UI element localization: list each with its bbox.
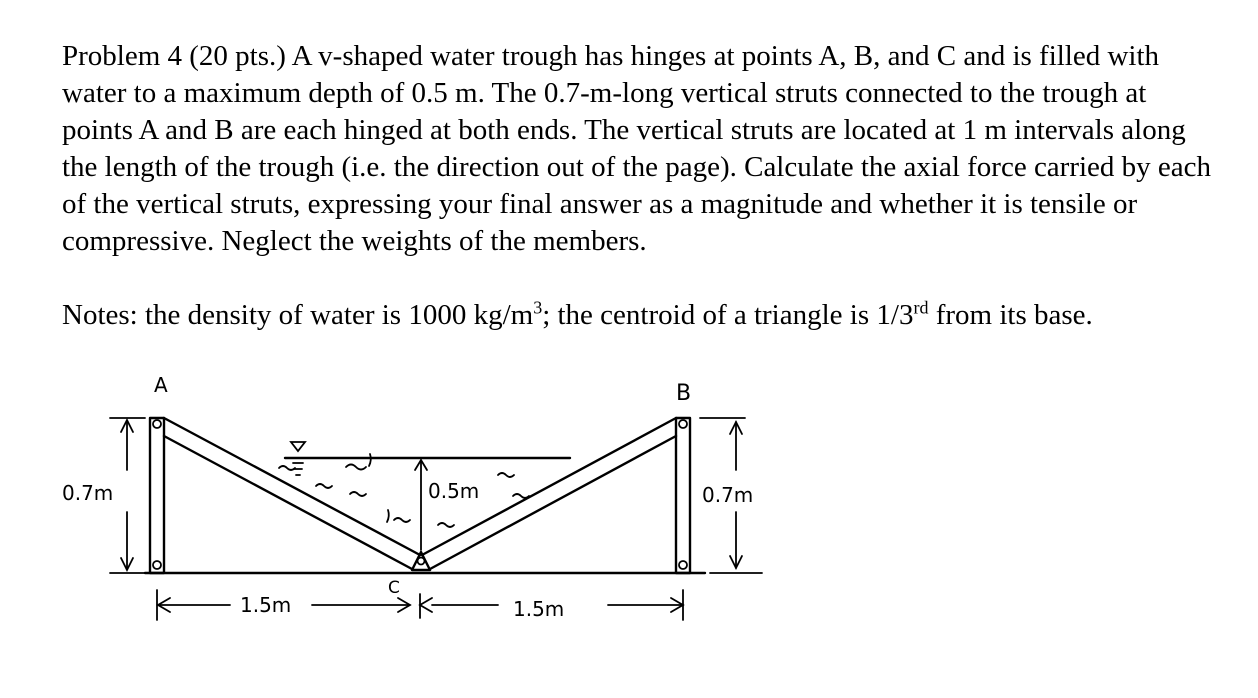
- notes-text-3: from its base.: [928, 299, 1093, 331]
- strut-a: [150, 418, 164, 573]
- label-a: A: [154, 373, 168, 397]
- notes-text-1: Notes: the density of water is 1000 kg/m: [62, 299, 534, 331]
- right-height-label: 0.7m: [702, 483, 754, 507]
- notes-sup-1: 3: [533, 297, 543, 318]
- left-span-label: 1.5m: [240, 593, 292, 617]
- notes: [62, 297, 1222, 334]
- water-depth-label: 0.5m: [428, 479, 480, 503]
- trough-member-ac: [164, 418, 420, 569]
- trough-diagram: [50, 362, 810, 662]
- span-dimension: [157, 590, 683, 620]
- left-height-dimension: [110, 418, 145, 573]
- notes-sup-2: rd: [913, 297, 929, 318]
- water-ripples: [279, 454, 529, 527]
- trough-figure: [50, 362, 810, 662]
- label-c: C: [388, 578, 400, 598]
- problem-statement: [62, 38, 1222, 260]
- left-height-label: 0.7m: [62, 481, 114, 505]
- problem-text: Problem 4 (20 pts.) A v-shaped water trough has hinges at points A, B, and C and is filled with water to a maximum depth of 0.5 m. The 0.7-m-long vertical struts connected to the trough at points A and B are each hinged at both ends. The vertical struts are located at 1 m intervals along the length of the trough (i.e. the direction out of the page). Calculate the axial force carried by each of the vertical struts, expressing your final answer as a magnitude and whether it is tensile or compressive. Neglect the weights of the members.: [62, 40, 1212, 257]
- depth-dimension: [415, 460, 427, 550]
- notes-text-2: ; the centroid of a triangle is 1/3: [542, 299, 914, 331]
- right-span-label: 1.5m: [513, 597, 565, 621]
- strut-b: [676, 418, 690, 573]
- label-b: B: [676, 381, 692, 406]
